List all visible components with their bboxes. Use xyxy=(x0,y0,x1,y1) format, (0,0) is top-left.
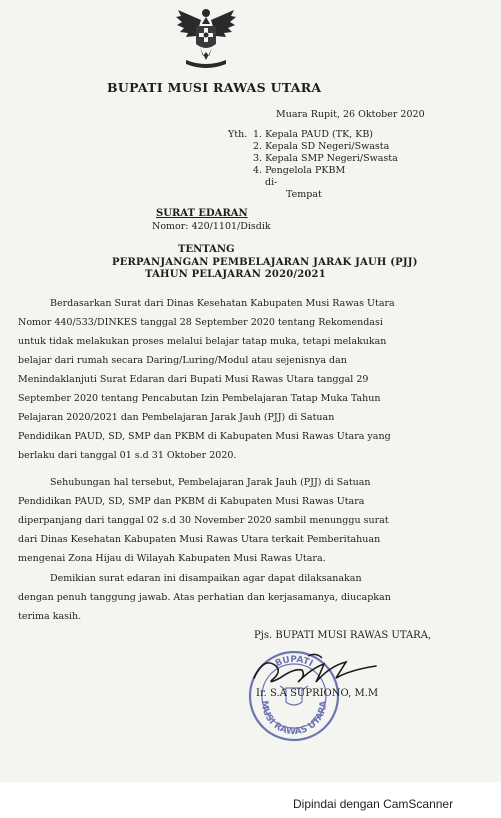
paragraph-line: Sehubungan hal tersebut, Pembelajaran Jarak Jauh (PJJ) di Satuan xyxy=(50,477,371,488)
document-number: Nomor: 420/1101/Disdik xyxy=(152,221,271,232)
document-type-heading: SURAT EDARAN xyxy=(156,208,248,219)
svg-text:BUPATI: BUPATI xyxy=(273,654,315,670)
recipient-item: 1. Kepala PAUD (TK, KB) xyxy=(253,129,374,140)
signatory-title: Pjs. BUPATI MUSI RAWAS UTARA, xyxy=(254,630,432,641)
recipient-item: 4. Pengelola PKBM xyxy=(253,165,346,176)
about-label: TENTANG xyxy=(178,244,235,255)
paragraph-line: Menindaklanjuti Surat Edaran dari Bupati Musi Rawas Utara tanggal 29 xyxy=(18,374,369,385)
recipient-item: 3. Kepala SMP Negeri/Swasta xyxy=(253,153,398,164)
recipient-label: Yth. xyxy=(228,129,248,140)
paragraph-line: diperpanjang dari tanggal 02 s.d 30 November 2020 sambil menunggu surat xyxy=(18,515,389,526)
paragraph-line: Pendidikan PAUD, SD, SMP dan PKBM di Kabupaten Musi Rawas Utara yang xyxy=(18,431,391,442)
svg-text:MUSI RAWAS UTARA: MUSI RAWAS UTARA xyxy=(258,700,330,738)
paragraph-line: terima kasih. xyxy=(18,611,82,622)
signatory-name: Ir. S.A SUPRIONO, M.M xyxy=(256,688,379,699)
paragraph-line: dengan penuh tanggung jawab. Atas perhatian dan kerjasamanya, diucapkan xyxy=(18,592,391,603)
paragraph-line: mengenai Zona Hijau di Wilayah Kabupaten Musi Rawas Utara. xyxy=(18,553,326,564)
recipient-di: di- xyxy=(265,177,278,188)
garuda-emblem-icon xyxy=(172,4,240,72)
subject-line: PERPANJANGAN PEMBELAJARAN JARAK JAUH (PJJ) xyxy=(112,257,418,268)
recipient-item: 2. Kepala SD Negeri/Swasta xyxy=(253,141,390,152)
paragraph-line: untuk tidak melakukan proses melalui belajar tatap muka, tetapi melakukan xyxy=(18,336,387,347)
paragraph-line: Demikian surat edaran ini disampaikan agar dapat dilaksanakan xyxy=(50,573,362,584)
paragraph-line: berlaku dari tanggal 01 s.d 31 Oktober 2020. xyxy=(18,450,237,461)
paragraph-line: Pendidikan PAUD, SD, SMP dan PKBM di Kabupaten Musi Rawas Utara xyxy=(18,496,365,507)
paragraph-line: Nomor 440/533/DINKES tanggal 28 September 2020 tentang Rekomendasi xyxy=(18,317,383,328)
subject-line: TAHUN PELAJARAN 2020/2021 xyxy=(145,269,326,280)
paragraph-line: Berdasarkan Surat dari Dinas Kesehatan Kabupaten Musi Rawas Utara xyxy=(50,298,395,309)
scanner-watermark-text: Dipindai dengan CamScanner xyxy=(293,797,454,811)
letter-date: Muara Rupit, 26 Oktober 2020 xyxy=(276,109,425,120)
paragraph-line: dari Dinas Kesehatan Kabupaten Musi Rawas Utara terkait Pemberitahuan xyxy=(18,534,381,545)
paragraph-line: September 2020 tentang Pencabutan Izin Pembelajaran Tatap Muka Tahun xyxy=(18,393,381,404)
letterhead-title: BUPATI MUSI RAWAS UTARA xyxy=(107,80,322,95)
paragraph-line: belajar dari rumah secara Daring/Luring/Modul atau sejenisnya dan xyxy=(18,355,347,366)
paragraph-line: Pelajaran 2020/2021 dan Pembelajaran Jarak Jauh (PJJ) di Satuan xyxy=(18,412,335,423)
recipient-tempat: Tempat xyxy=(286,189,322,200)
